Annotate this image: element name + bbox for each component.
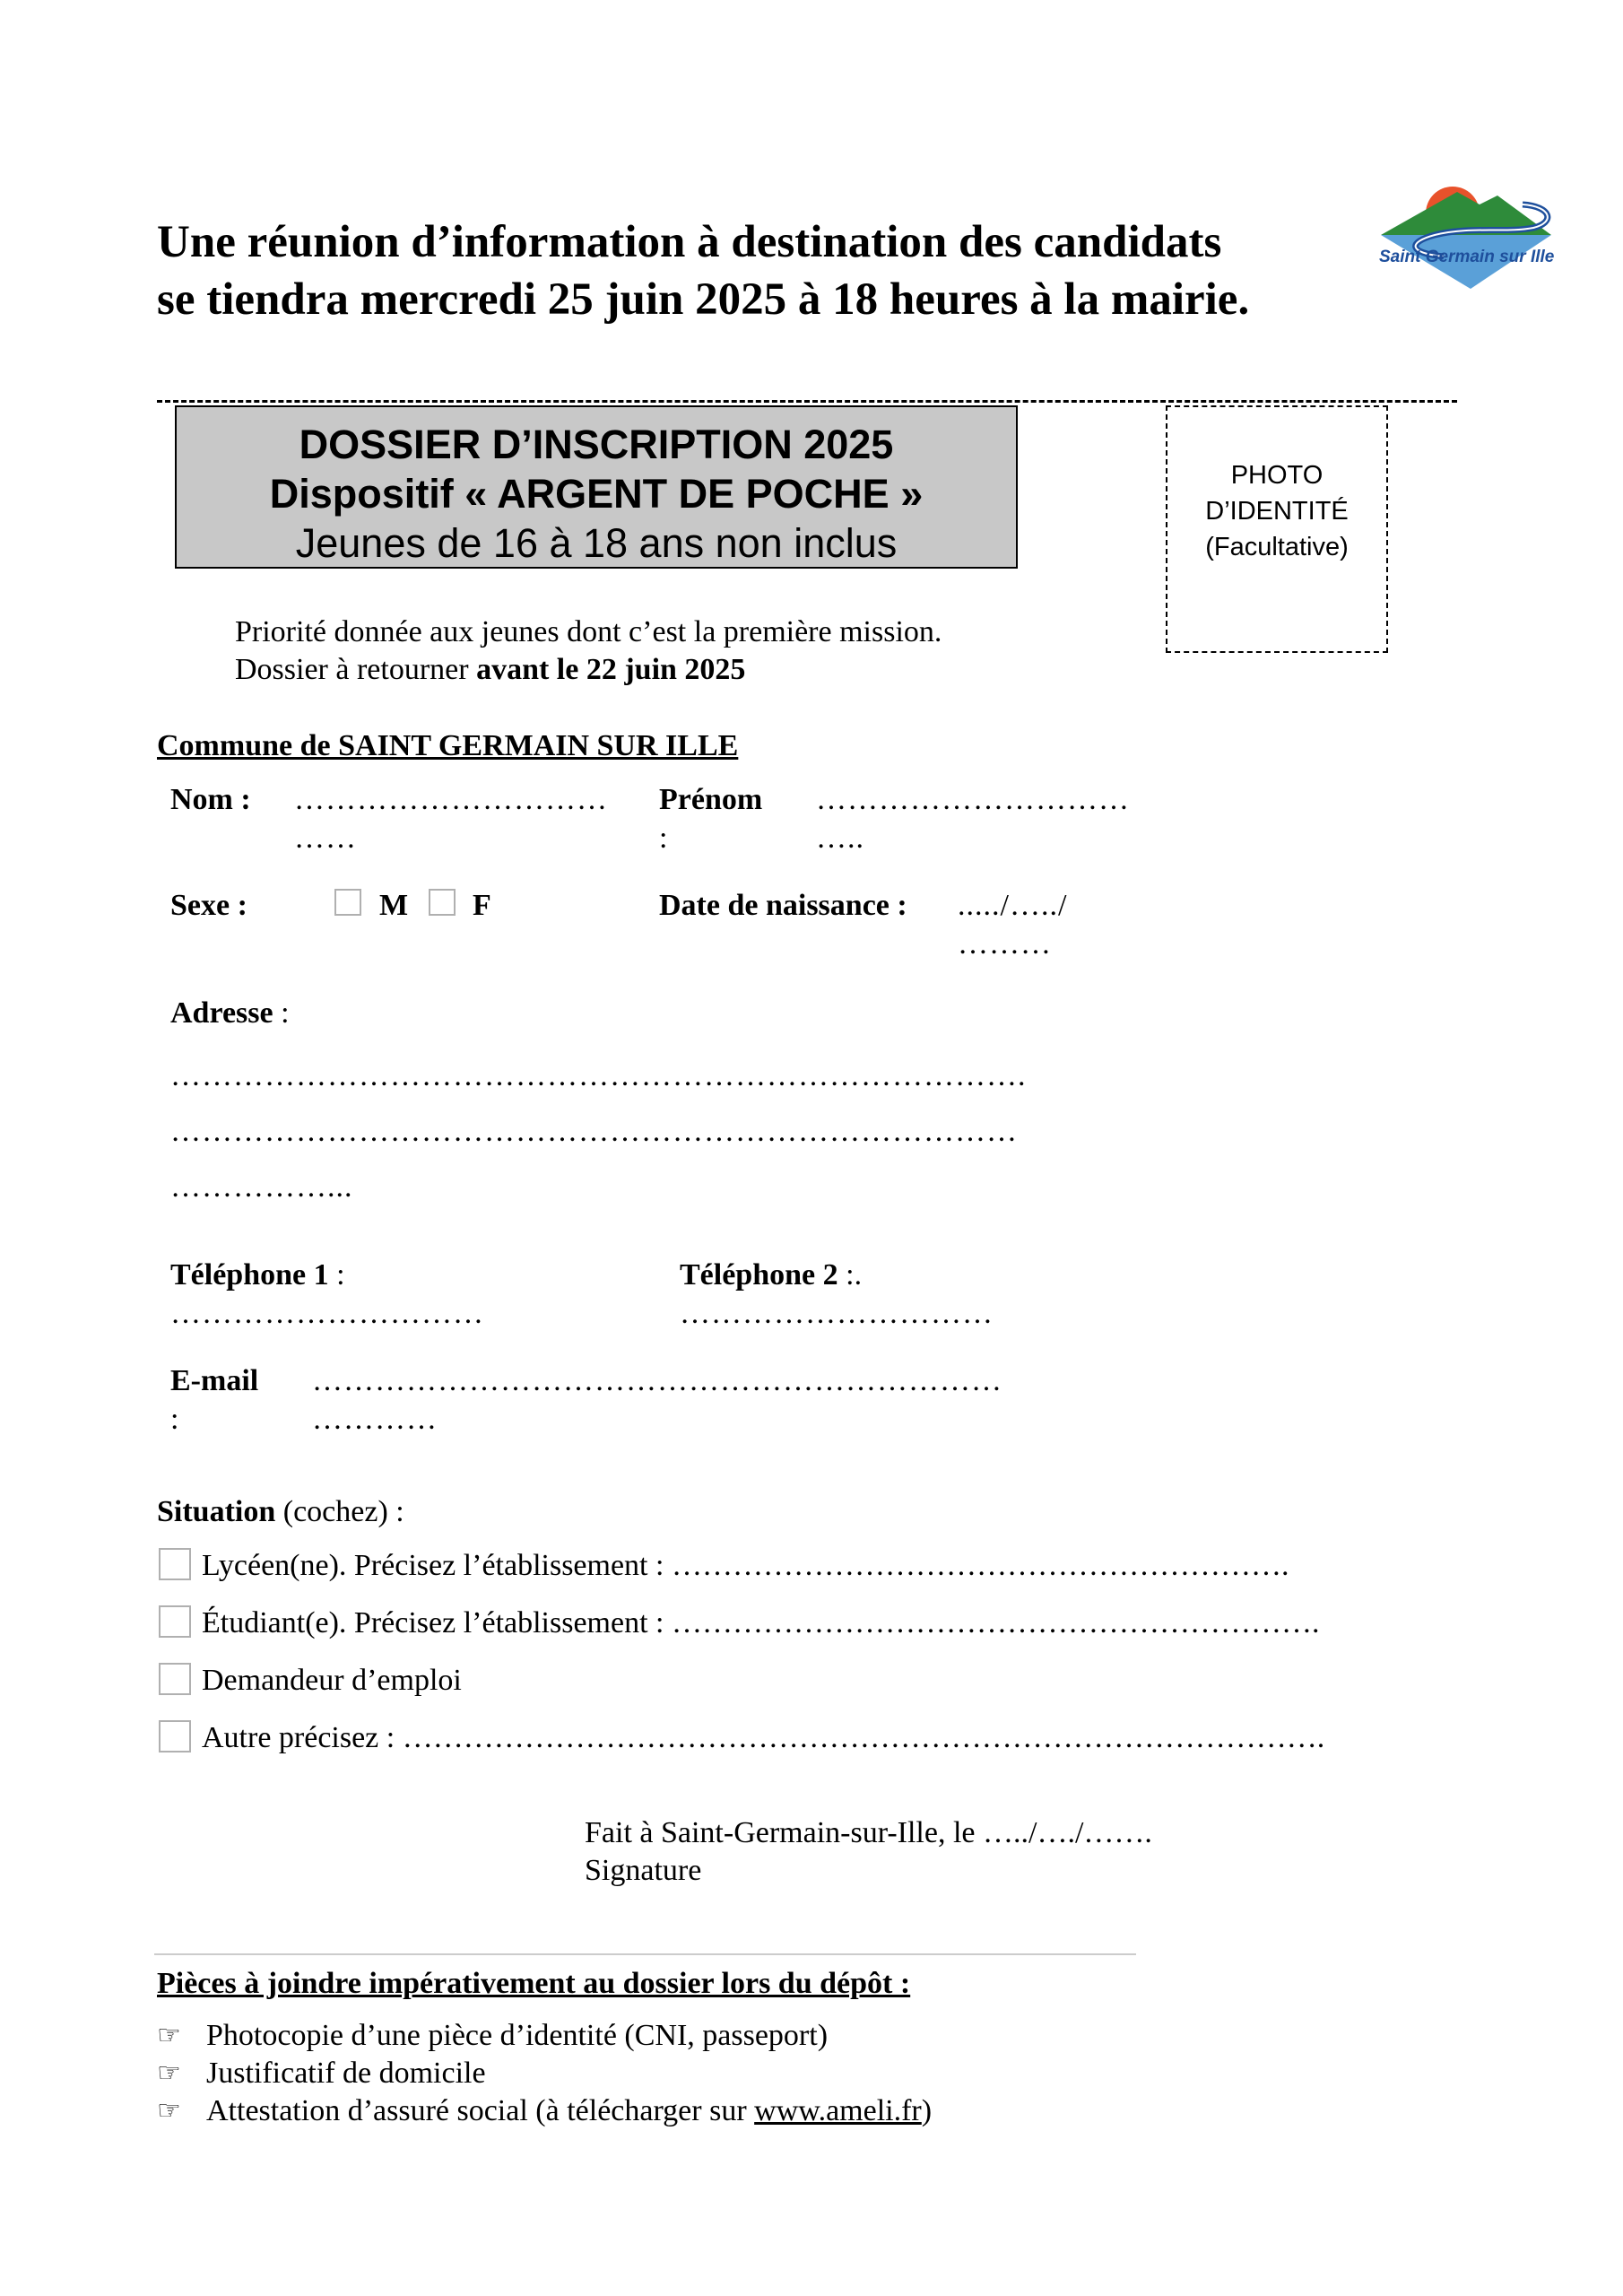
autre-option[interactable]: Autre précisez : ………………………………………………………………………………. (202, 1721, 1325, 1754)
section-separator (154, 1953, 1136, 1955)
adresse-label (170, 994, 290, 1032)
adresse-label-text: Adresse (170, 996, 273, 1030)
photo-id-box[interactable] (1166, 405, 1388, 653)
prenom-dots-1: ………………………… (816, 783, 1130, 816)
title-line-3: Jeunes de 16 à 18 ans non inclus (295, 520, 898, 566)
situation-hint: (cochez) : (275, 1495, 404, 1528)
lyceen-checkbox[interactable] (159, 1548, 191, 1580)
demandeur-checkbox[interactable] (159, 1663, 191, 1695)
nom-dots-2: …… (294, 822, 357, 855)
email-colon: : (170, 1403, 179, 1436)
sexe-f-checkbox[interactable] (429, 889, 456, 916)
prenom-label (659, 780, 762, 857)
signature-label: Signature (585, 1854, 702, 1887)
autre-checkbox[interactable] (159, 1720, 191, 1752)
email-label-text: E-mail (170, 1364, 259, 1397)
dob-dots-2: ……… (958, 927, 1052, 961)
dob-field[interactable] (958, 886, 1067, 963)
logo-text: Saint Germain sur Ille (1379, 248, 1555, 266)
nom-label: Nom : (170, 783, 251, 816)
adresse-line-3[interactable]: ……………... (170, 1170, 353, 1204)
dob-dots-1: ...../…../ (958, 889, 1068, 922)
signature-place-date[interactable]: Fait à Saint-Germain-sur-Ille, le …../…./……. (585, 1816, 1152, 1849)
piece-item-1: Photocopie d’une pièce d’identité (CNI, passeport) (206, 2019, 829, 2052)
prenom-label-text: Prénom (659, 783, 763, 816)
sexe-m-label: M (379, 889, 409, 922)
announcement-line-2: se tiendra mercredi 25 juin 2025 à 18 heures à la mairie. (157, 274, 1250, 325)
email-field[interactable] (312, 1361, 1002, 1439)
prenom-field[interactable] (816, 780, 1130, 857)
pointing-hand-icon: ☞ (157, 2021, 181, 2050)
situation-heading (157, 1492, 404, 1531)
email-label (170, 1361, 258, 1439)
sexe-f-label: F (473, 889, 491, 922)
tel2-label (680, 1256, 862, 1294)
title-line-2: Dispositif « ARGENT DE POCHE » (269, 471, 924, 517)
photo-label-1: PHOTO (1230, 461, 1324, 490)
tel2-label-text: Téléphone 2 (680, 1258, 838, 1292)
adresse-line-2[interactable]: ……………………………………………………………………… (170, 1115, 1018, 1148)
etudiant-checkbox[interactable] (159, 1605, 191, 1638)
piece-item-2: Justificatif de domicile (206, 2057, 486, 2090)
situation-label: Situation (157, 1495, 276, 1528)
nom-dots-1: ………………………… (294, 783, 608, 816)
priority-note: Priorité donnée aux jeunes dont c’est la première mission. (235, 615, 942, 648)
nom-field[interactable] (294, 780, 608, 857)
lyceen-option[interactable]: Lycéen(ne). Précisez l’établissement : ……………………………………………………. (202, 1549, 1289, 1582)
town-logo (1372, 179, 1560, 296)
etudiant-option[interactable]: Étudiant(e). Précisez l’établissement : ………………………………………………………. (202, 1606, 1320, 1639)
ameli-link[interactable]: www.ameli.fr (754, 2094, 922, 2127)
adresse-colon: : (273, 996, 290, 1030)
tel1-field[interactable]: ………………………… (170, 1297, 484, 1330)
pointing-hand-icon: ☞ (157, 2096, 181, 2126)
sexe-label: Sexe : (170, 889, 247, 922)
return-note (235, 650, 745, 689)
commune-heading: Commune de SAINT GERMAIN SUR ILLE (157, 729, 739, 762)
tel2-field[interactable]: ………………………… (680, 1297, 994, 1330)
meeting-announcement (157, 213, 1249, 328)
dob-label: Date de naissance : (659, 889, 907, 922)
photo-label-2: D’IDENTITÉ (1205, 497, 1349, 526)
email-dots-2: ………… (312, 1403, 438, 1436)
tel1-label-text: Téléphone 1 (170, 1258, 329, 1292)
tel1-colon: : (328, 1258, 345, 1292)
pointing-hand-icon: ☞ (157, 2058, 181, 2088)
prenom-colon: : (659, 822, 668, 855)
title-line-1: DOSSIER D’INSCRIPTION 2025 (299, 422, 894, 467)
demandeur-option: Demandeur d’emploi (202, 1664, 462, 1697)
photo-label-3: (Facultative) (1205, 533, 1349, 561)
piece-item-3 (206, 2092, 932, 2130)
registration-title-box (175, 405, 1018, 569)
pieces-heading: Pièces à joindre impérativement au dossier lors du dépôt : (157, 1967, 911, 2000)
piece-item-3-prefix: Attestation d’assuré social (à télécharger sur (206, 2094, 755, 2127)
tel1-label (170, 1256, 345, 1294)
adresse-line-1[interactable]: ………………………………………………………………………. (170, 1059, 1027, 1092)
email-dots-1: ………………………………………………………… (312, 1364, 1002, 1397)
dashed-divider (157, 400, 1457, 403)
prenom-dots-2: ….. (816, 822, 864, 855)
tel2-colon: :. (838, 1258, 863, 1292)
announcement-line-1: Une réunion d’information à destination des candidats (157, 217, 1222, 267)
piece-item-3-suffix: ) (921, 2094, 933, 2127)
sexe-m-checkbox[interactable] (334, 889, 361, 916)
return-note-prefix: Dossier à retourner (235, 653, 477, 686)
return-deadline: avant le 22 juin 2025 (476, 653, 746, 686)
